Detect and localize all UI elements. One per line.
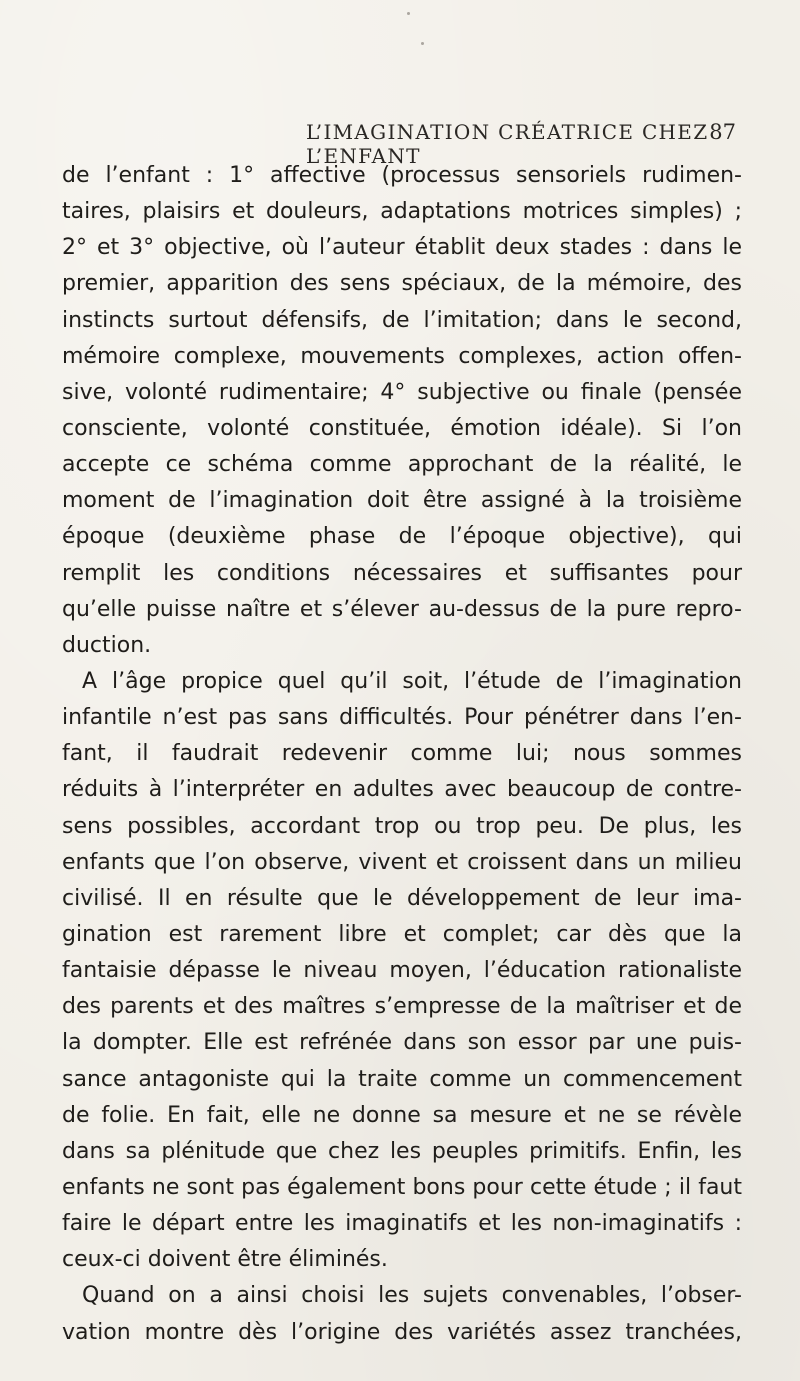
text-line: gination est rarement libre et complet; car dès que la	[62, 921, 742, 947]
text-line: vation montre dès l’origine des variétés assez tranchées,	[62, 1319, 742, 1345]
text-line: sive, volonté rudimentaire; 4° subjective ou finale (pensée	[62, 379, 742, 405]
text-line: réduits à l’interpréter en adultes avec beaucoup de contre-	[62, 777, 742, 803]
paragraph-end-line: ceux-ci doivent être éliminés.	[62, 1247, 388, 1273]
text-line: fantaisie dépasse le niveau moyen, l’éducation rationaliste	[62, 958, 742, 984]
text-line: moment de l’imagination doit être assigné à la troisième	[62, 488, 742, 514]
text-line: des parents et des maîtres s’empresse de la maîtriser et de	[62, 994, 742, 1020]
text-line: taires, plaisirs et douleurs, adaptations motrices simples) ;	[62, 199, 742, 225]
text-line: accepte ce schéma comme approchant de la réalité, le	[62, 452, 742, 478]
text-line: sens possibles, accordant trop ou trop peu. De plus, les	[62, 813, 742, 839]
paragraph-first-line: Quand on a ainsi choisi les sujets convenables, l’obser-	[82, 1283, 742, 1309]
text-line: de l’enfant : 1° affective (processus sensoriels rudimen-	[62, 163, 742, 188]
text-line: la dompter. Elle est refrénée dans son essor par une puis-	[62, 1030, 742, 1056]
text-line: consciente, volonté constituée, émotion idéale). Si l’on	[62, 415, 742, 441]
running-title: L’IMAGINATION CRÉATRICE CHEZ L’ENFANT	[306, 120, 709, 168]
text-line: qu’elle puisse naître et s’élever au-dessus de la pure repro-	[62, 596, 742, 622]
text-line: enfants ne sont pas également bons pour cette étude ; il faut	[62, 1174, 742, 1200]
text-line: faire le départ entre les imaginatifs et les non-imaginatifs :	[62, 1211, 742, 1237]
text-line: civilisé. Il en résulte que le développement de leur ima-	[62, 885, 742, 911]
text-line: de folie. En fait, elle ne donne sa mesure et ne se révèle	[62, 1102, 742, 1128]
text-line: premier, apparition des sens spéciaux, de la mémoire, des	[62, 271, 742, 297]
page-number: 87	[709, 120, 736, 144]
text-line: dans sa plénitude que chez les peuples primitifs. Enfin, les	[62, 1138, 742, 1164]
text-line: enfants que l’on observe, vivent et croissent dans un milieu	[62, 849, 742, 875]
body-text	[62, 158, 742, 1351]
paper-speck	[407, 12, 410, 15]
text-line: mémoire complexe, mouvements complexes, action offen-	[62, 343, 742, 369]
paragraph-first-line: A l’âge propice quel qu’il soit, l’étude de l’imagination	[82, 668, 742, 694]
text-line: 2° et 3° objective, où l’auteur établit deux stades : dans le	[62, 235, 742, 261]
text-line: infantile n’est pas sans difficultés. Pour pénétrer dans l’en-	[62, 705, 742, 731]
text-line: remplit les conditions nécessaires et suffisantes pour	[62, 560, 742, 586]
text-line: instincts surtout défensifs, de l’imitation; dans le second,	[62, 307, 742, 333]
paper-speck	[421, 42, 424, 45]
paragraph-end-line: duction.	[62, 632, 152, 658]
text-line: époque (deuxième phase de l’époque objective), qui	[62, 524, 742, 550]
text-line: fant, il faudrait redevenir comme lui; nous sommes	[62, 741, 742, 767]
page-header	[0, 120, 800, 168]
text-line: sance antagoniste qui la traite comme un commencement	[62, 1066, 742, 1092]
